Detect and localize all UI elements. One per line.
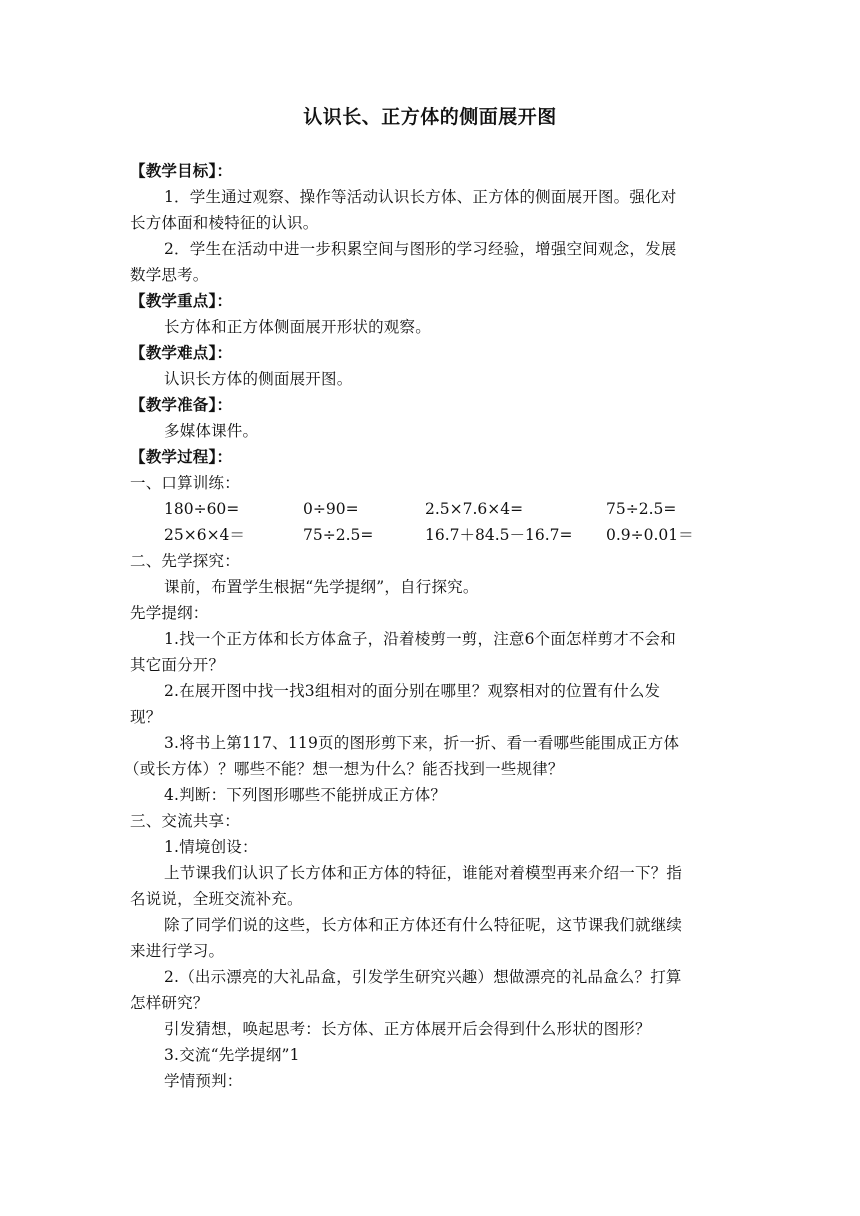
calc-item: 2.5×7.6×4= — [425, 500, 524, 518]
paragraph-line: 现？ — [130, 708, 162, 726]
paragraph-line: 2.在展开图中找一找3组相对的面分别在哪里？观察相对的位置有什么发 — [164, 682, 661, 700]
paragraph-line: 1.找一个正方体和长方体盒子，沿着棱剪一剪，注意6个面怎样剪才不会和 — [164, 630, 676, 648]
paragraph-line: 2.（出示漂亮的大礼品盒，引发学生研究兴趣）想做漂亮的礼品盒么？打算 — [164, 968, 682, 986]
paragraph-line: 长方体面和棱特征的认识。 — [130, 214, 319, 232]
paragraph-line: 先学提纲： — [130, 604, 209, 622]
heading-preparation: 【教学准备】： — [130, 395, 233, 414]
paragraph-line: 4.判断：下列图形哪些不能拼成正方体？ — [164, 786, 447, 804]
calc-item: 16.7＋84.5－16.7= — [425, 526, 573, 544]
paragraph-line: 引发猜想，唤起思考：长方体、正方体展开后会得到什么形状的图形？ — [164, 1020, 651, 1038]
paragraph-line: 3.将书上第117、119页的图形剪下来，折一折、看一看哪些能围成正方体 — [164, 734, 680, 752]
paragraph-line: 除了同学们说的这些，长方体和正方体还有什么特征呢，这节课我们就继续 — [164, 916, 683, 934]
document-title: 认识长、正方体的侧面展开图 — [303, 106, 557, 128]
heading-process: 【教学过程】： — [130, 447, 233, 466]
paragraph-line: 1．学生通过观察、操作等活动认识长方体、正方体的侧面展开图。强化对 — [164, 188, 677, 206]
paragraph-line: 其它面分开？ — [130, 656, 225, 674]
paragraph-line: 3.交流“先学提纲”1 — [164, 1046, 300, 1064]
calc-item: 180÷60= — [164, 500, 240, 518]
paragraph-line: 多媒体课件。 — [164, 422, 259, 440]
calc-item: 0÷90= — [303, 500, 359, 518]
section-oral-calc: 一、口算训练： — [130, 474, 240, 492]
section-sharing: 三、交流共享： — [130, 812, 240, 830]
calc-item: 75÷2.5= — [303, 526, 374, 544]
paragraph-line: 名说说，全班交流补充。 — [130, 890, 303, 908]
paragraph-line: （或长方体）？哪些不能？想一想为什么？能否找到一些规律？ — [124, 760, 564, 778]
section-pre-study: 二、先学探究： — [130, 552, 240, 570]
heading-key-points: 【教学重点】： — [130, 291, 233, 310]
calc-item: 75÷2.5= — [606, 500, 677, 518]
paragraph-line: 认识长方体的侧面展开图。 — [164, 370, 353, 388]
heading-objectives: 【教学目标】： — [130, 161, 233, 180]
paragraph-line: 上节课我们认识了长方体和正方体的特征，谁能对着模型再来介绍一下？指 — [164, 864, 683, 882]
paragraph-line: 怎样研究？ — [130, 994, 209, 1012]
paragraph-line: 2．学生在活动中进一步积累空间与图形的学习经验，增强空间观念，发展 — [164, 240, 677, 258]
calc-item: 0.9÷0.01＝ — [606, 526, 694, 544]
calc-item: 25×6×4＝ — [164, 526, 245, 544]
paragraph-line: 1.情境创设： — [164, 838, 258, 856]
paragraph-line: 课前，布置学生根据“先学提纲”，自行探究。 — [164, 578, 479, 596]
heading-difficulties: 【教学难点】： — [130, 343, 233, 362]
paragraph-line: 长方体和正方体侧面展开形状的观察。 — [164, 318, 431, 336]
paragraph-line: 学情预判： — [164, 1072, 243, 1090]
paragraph-line: 来进行学习。 — [130, 942, 225, 960]
paragraph-line: 数学思考。 — [130, 266, 209, 284]
